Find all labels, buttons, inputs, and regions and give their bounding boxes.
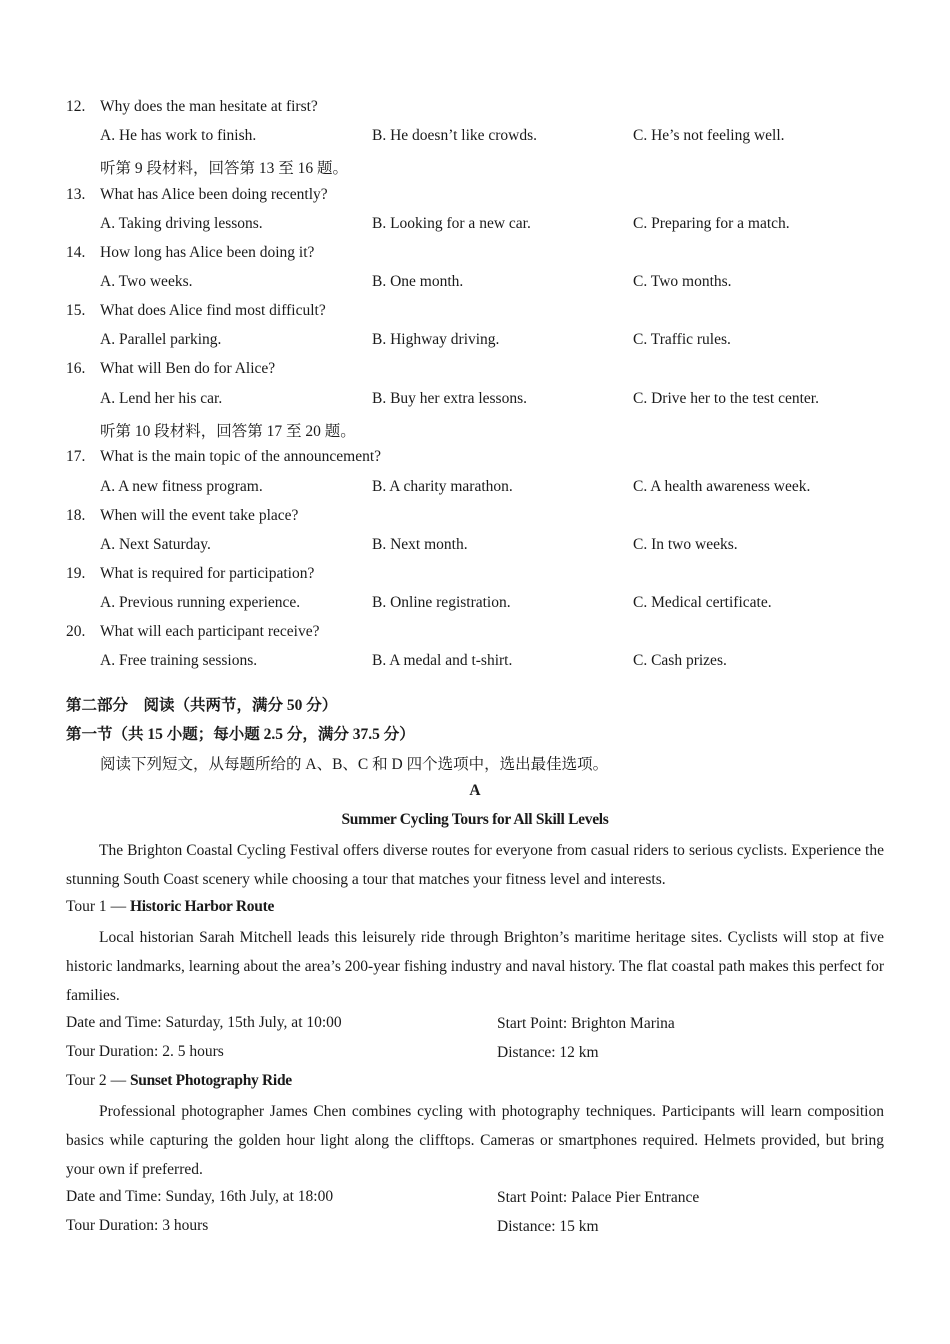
tour-dash: — [110, 898, 127, 915]
option-a: A. Previous running experience. [100, 594, 301, 611]
option-b: B. He doesn’t like crowds. [372, 127, 538, 144]
option-b: B. Looking for a new car. [372, 215, 531, 232]
tour-1-distance: Distance: 12 km [497, 1044, 599, 1061]
tour-1-start-point: Start Point: Brighton Marina [497, 1015, 675, 1032]
question-number: 17. [66, 448, 86, 465]
section-one-title: 第一节（共 15 小题；每小题 2.5 分，满分 37.5 分） [66, 726, 415, 743]
instruction-section-9: 听第 9 段材料，回答第 13 至 16 题。 [100, 160, 349, 177]
question-number: 20. [66, 623, 86, 640]
question-20 [66, 623, 319, 641]
option-b: B. One month. [372, 273, 464, 290]
option-b: B. Highway driving. [372, 331, 500, 348]
option-c: C. Traffic rules. [633, 331, 731, 348]
tour-1-heading [66, 898, 274, 916]
question-text: How long has Alice been doing it? [100, 244, 315, 261]
question-14 [66, 244, 314, 262]
tour-2-distance: Distance: 15 km [497, 1218, 599, 1235]
option-a: A. He has work to finish. [100, 127, 257, 144]
option-b: B. Next month. [372, 536, 468, 553]
option-c: C. Two months. [633, 273, 732, 290]
tour-2-date-time: Date and Time: Sunday, 16th July, at 18:00 [66, 1188, 334, 1205]
option-a: A. Free training sessions. [100, 652, 258, 669]
option-a: A. Parallel parking. [100, 331, 222, 348]
question-number: 16. [66, 360, 86, 377]
question-19 [66, 565, 314, 583]
question-12 [66, 98, 318, 116]
tour-1-description: Local historian Sarah Mitchell leads this leisurely ride through Brighton’s maritime heritage sites. Cyclists will stop at five historic landmarks, learning about the area’s 200-year fishing industry and naval history. The flat coastal path makes this perfect for families. [66, 929, 884, 1004]
option-c: C. Medical certificate. [633, 594, 772, 611]
option-c: C. He’s not feeling well. [633, 127, 785, 144]
question-13 [66, 186, 328, 204]
option-b: B. A medal and t-shirt. [372, 652, 513, 669]
question-text: What will each participant receive? [100, 623, 320, 640]
tour-2-heading [66, 1072, 292, 1090]
reading-instruction: 阅读下列短文，从每题所给的 A、B、C 和 D 四个选项中，选出最佳选项。 [100, 756, 609, 773]
option-c: C. In two weeks. [633, 536, 738, 553]
option-a: A. Next Saturday. [100, 536, 211, 553]
question-18 [66, 507, 298, 525]
question-number: 19. [66, 565, 86, 582]
option-c: C. Cash prizes. [633, 652, 727, 669]
question-16 [66, 360, 275, 378]
option-c: C. Preparing for a match. [633, 215, 790, 232]
option-a: A. Taking driving lessons. [100, 215, 263, 232]
tour-1-date-time: Date and Time: Saturday, 15th July, at 10:00 [66, 1014, 342, 1031]
tour-label: Tour 1 [66, 898, 107, 915]
question-text: What is required for participation? [100, 565, 315, 582]
option-a: A. A new fitness program. [100, 478, 263, 495]
question-text: When will the event take place? [100, 507, 299, 524]
tour-1-duration: Tour Duration: 2. 5 hours [66, 1043, 224, 1060]
question-text: What will Ben do for Alice? [100, 360, 276, 377]
question-text: Why does the man hesitate at first? [100, 98, 318, 115]
option-b: B. Online registration. [372, 594, 511, 611]
tour-dash: — [110, 1072, 127, 1089]
option-c: C. Drive her to the test center. [633, 390, 819, 407]
tour-2-description: Professional photographer James Chen combines cycling with photography techniques. Participants will learn composition basics while capturing the golden hour light along the clifftops. Cameras or smartphones required. Helmets provided, but bring your own if preferred. [66, 1103, 884, 1178]
option-c: C. A health awareness week. [633, 478, 811, 495]
tour-label: Tour 2 [66, 1072, 107, 1089]
question-number: 12. [66, 98, 86, 115]
passage-letter: A [469, 782, 481, 799]
passage-title: Summer Cycling Tours for All Skill Levels [341, 811, 609, 828]
question-text: What has Alice been doing recently? [100, 186, 328, 203]
question-text: What does Alice find most difficult? [100, 302, 326, 319]
question-number: 13. [66, 186, 86, 203]
option-b: B. A charity marathon. [372, 478, 513, 495]
question-17 [66, 448, 381, 466]
part-two-title: 第二部分 阅读（共两节，满分 50 分） [66, 697, 338, 714]
tour-name: Sunset Photography Ride [129, 1072, 292, 1089]
tour-name: Historic Harbor Route [129, 898, 275, 915]
option-b: B. Buy her extra lessons. [372, 390, 527, 407]
question-number: 15. [66, 302, 86, 319]
tour-2-duration: Tour Duration: 3 hours [66, 1217, 209, 1234]
option-a: A. Two weeks. [100, 273, 193, 290]
question-15 [66, 302, 326, 320]
tour-2-start-point: Start Point: Palace Pier Entrance [497, 1189, 700, 1206]
option-a: A. Lend her his car. [100, 390, 223, 407]
question-number: 18. [66, 507, 86, 524]
instruction-section-10: 听第 10 段材料，回答第 17 至 20 题。 [100, 423, 356, 440]
question-number: 14. [66, 244, 86, 261]
passage-intro: The Brighton Coastal Cycling Festival offers diverse routes for everyone from casual riders to serious cyclists. Experience the stunning South Coast scenery while choosing a tour that matches your fitness level and interests. [66, 842, 884, 888]
question-text: What is the main topic of the announcement? [100, 448, 382, 465]
